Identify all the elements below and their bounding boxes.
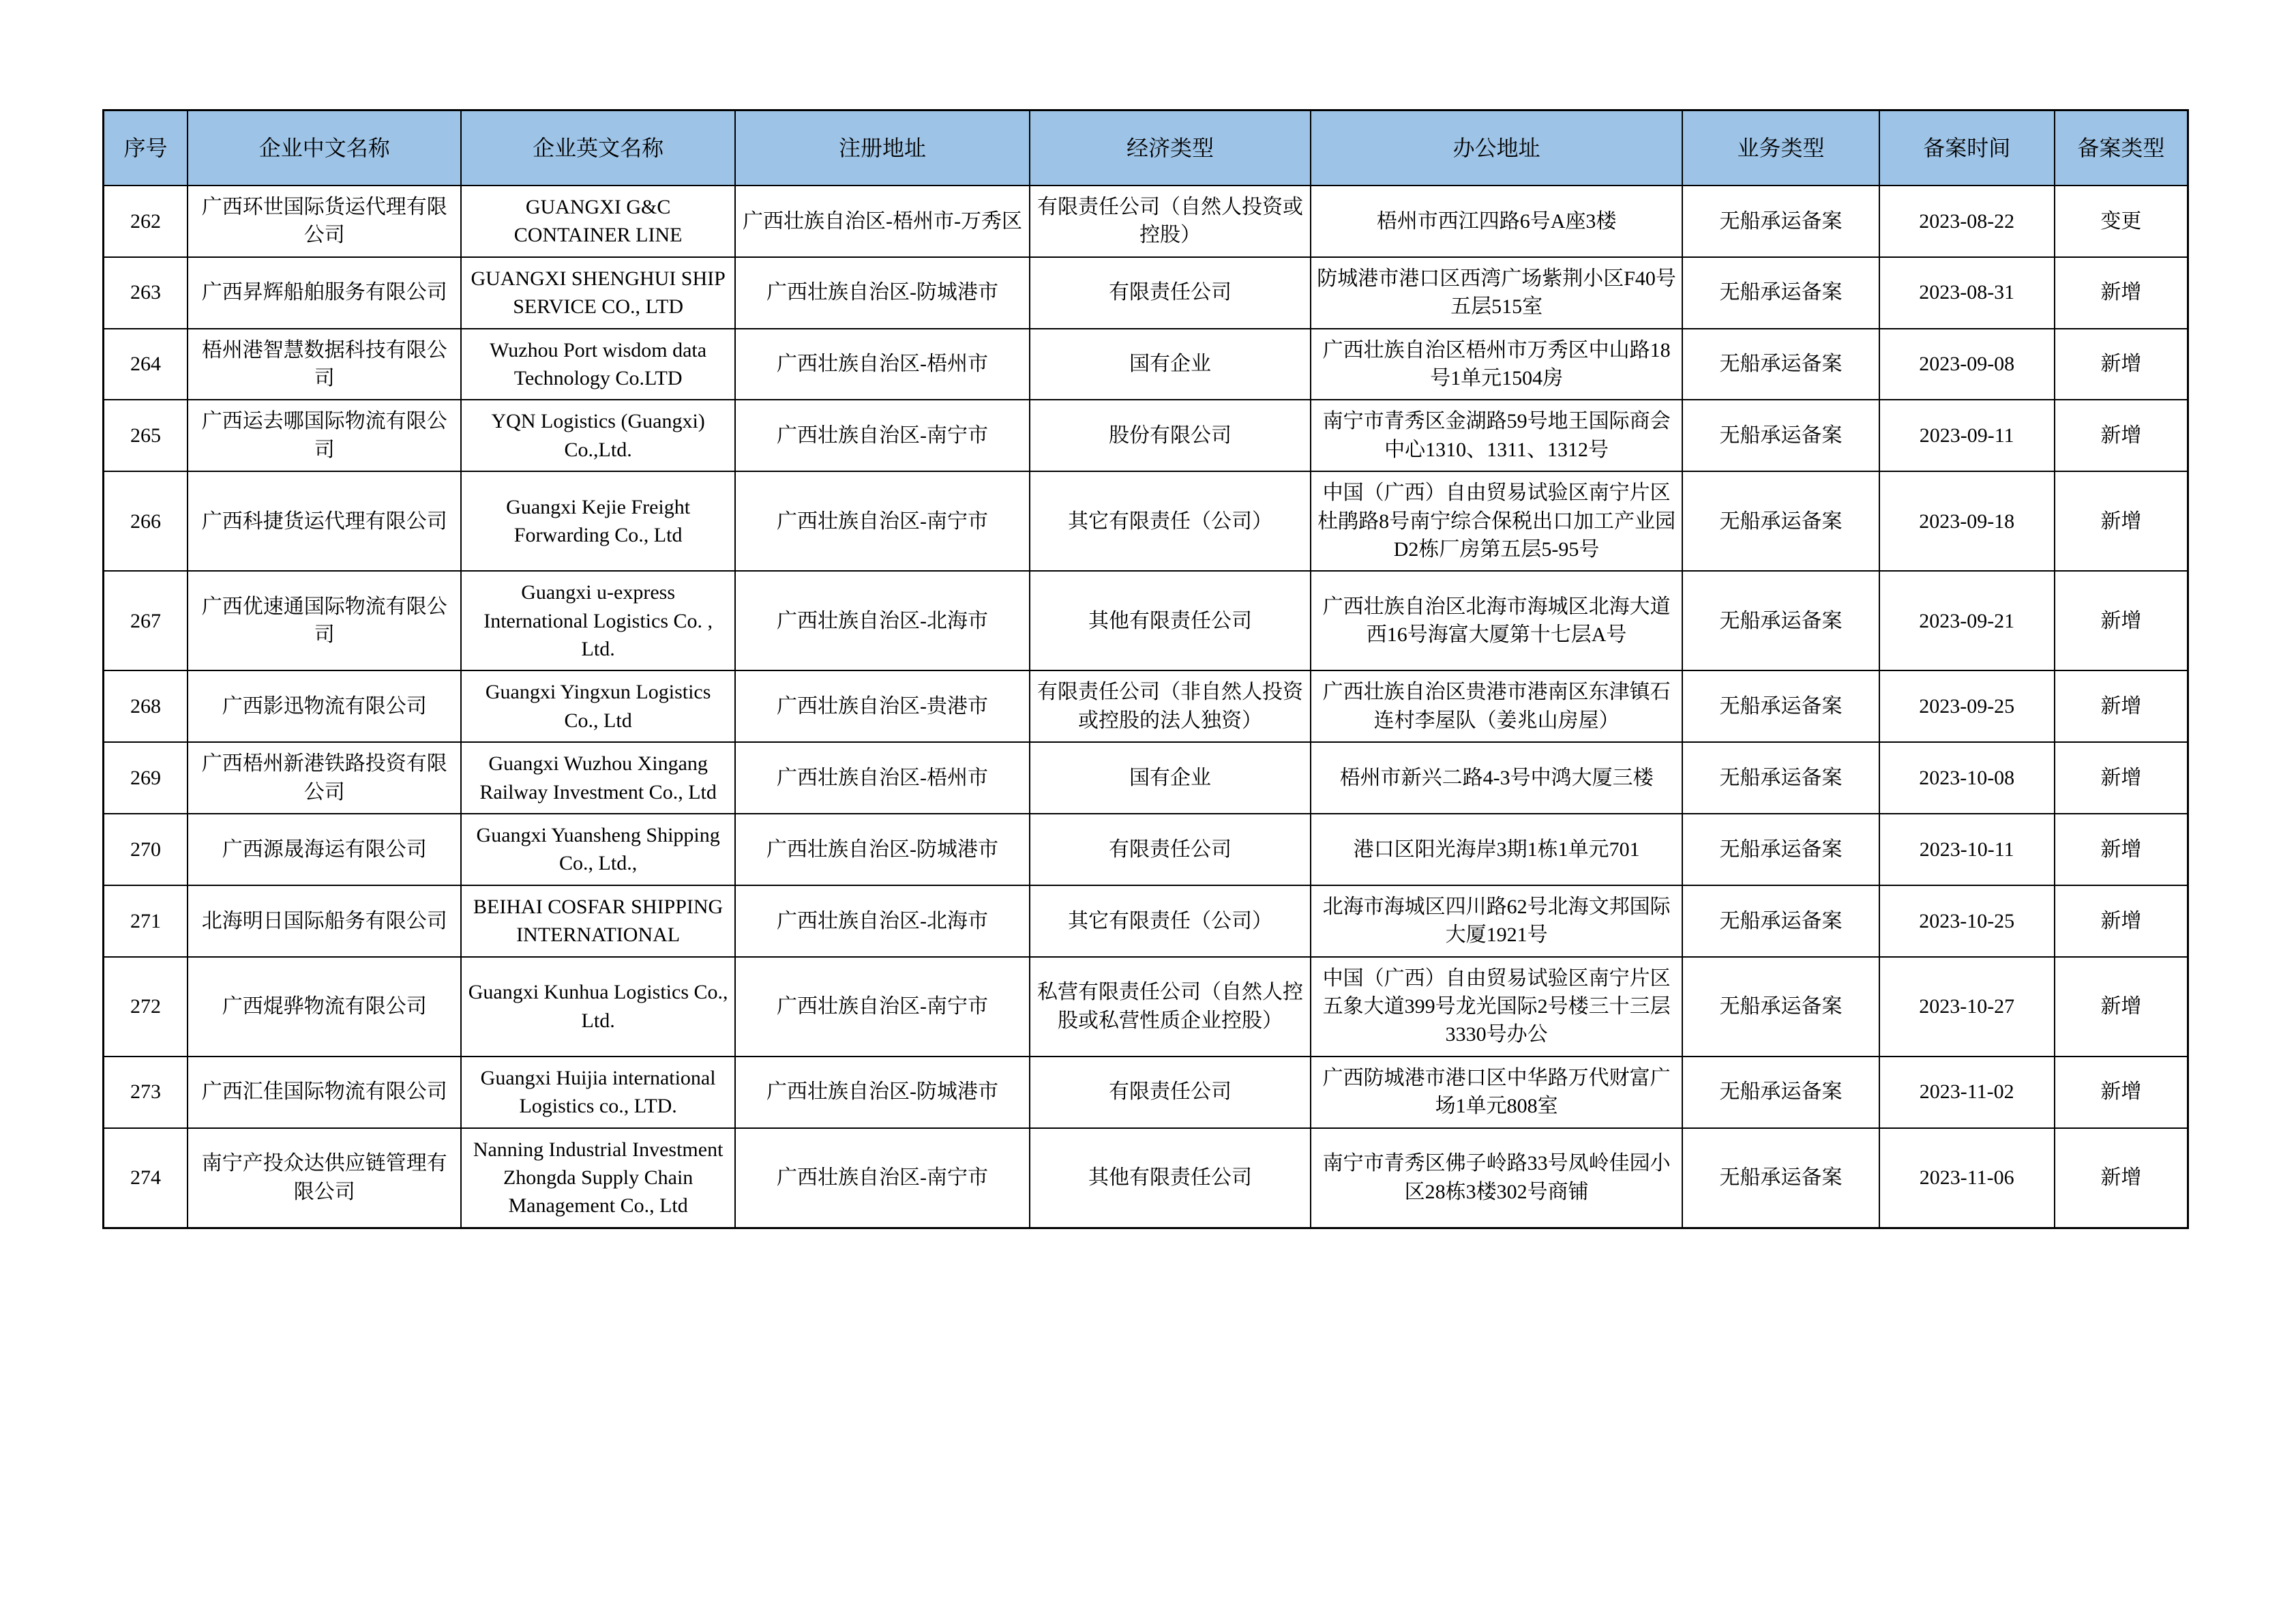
cell-en-name: Guangxi Kunhua Logistics Co., Ltd.: [461, 957, 734, 1057]
cell-en-name: Wuzhou Port wisdom data Technology Co.LTD: [461, 329, 734, 400]
cell-en-name: Guangxi Yuansheng Shipping Co., Ltd.,: [461, 814, 734, 885]
cell-record-type: 新增: [2055, 400, 2188, 471]
cell-record-date: 2023-08-31: [1879, 257, 2055, 329]
cell-office-address: 梧州市新兴二路4-3号中鸿大厦三楼: [1311, 742, 1683, 814]
cell-cn-name: 广西影迅物流有限公司: [188, 670, 461, 742]
cell-record-type: 新增: [2055, 471, 2188, 571]
table-row: [104, 400, 2188, 471]
cell-record-type: 新增: [2055, 571, 2188, 670]
table-row: [104, 885, 2188, 957]
column-header-office-address: 办公地址: [1311, 110, 1683, 186]
cell-office-address: 南宁市青秀区佛子岭路33号凤岭佳园小区28栋3楼302号商铺: [1311, 1128, 1683, 1228]
cell-reg-address: 广西壮族自治区-北海市: [735, 571, 1030, 670]
cell-record-type: 新增: [2055, 1057, 2188, 1128]
cell-econ-type: 其它有限责任（公司）: [1030, 471, 1311, 571]
cell-record-date: 2023-09-08: [1879, 329, 2055, 400]
cell-seq: 272: [104, 957, 188, 1057]
cell-cn-name: 广西环世国际货运代理有限公司: [188, 186, 461, 257]
table-header-row: [104, 110, 2188, 186]
cell-biz-type: 无船承运备案: [1682, 400, 1879, 471]
cell-cn-name: 广西科捷货运代理有限公司: [188, 471, 461, 571]
cell-reg-address: 广西壮族自治区-梧州市-万秀区: [735, 186, 1030, 257]
registration-table: [102, 109, 2189, 1229]
column-header-biz-type: 业务类型: [1682, 110, 1879, 186]
cell-en-name: GUANGXI SHENGHUI SHIP SERVICE CO., LTD: [461, 257, 734, 329]
cell-cn-name: 广西昇辉船舶服务有限公司: [188, 257, 461, 329]
table-row: [104, 571, 2188, 670]
cell-seq: 269: [104, 742, 188, 814]
cell-reg-address: 广西壮族自治区-防城港市: [735, 257, 1030, 329]
cell-record-type: 新增: [2055, 1128, 2188, 1228]
cell-cn-name: 广西焜骅物流有限公司: [188, 957, 461, 1057]
cell-reg-address: 广西壮族自治区-南宁市: [735, 400, 1030, 471]
cell-biz-type: 无船承运备案: [1682, 571, 1879, 670]
cell-econ-type: 有限责任公司: [1030, 257, 1311, 329]
cell-reg-address: 广西壮族自治区-梧州市: [735, 742, 1030, 814]
cell-econ-type: 其他有限责任公司: [1030, 571, 1311, 670]
cell-reg-address: 广西壮族自治区-北海市: [735, 885, 1030, 957]
cell-office-address: 广西防城港市港口区中华路万代财富广场1单元808室: [1311, 1057, 1683, 1128]
column-header-econ-type: 经济类型: [1030, 110, 1311, 186]
table-row: [104, 186, 2188, 257]
cell-record-date: 2023-11-02: [1879, 1057, 2055, 1128]
cell-econ-type: 国有企业: [1030, 329, 1311, 400]
cell-en-name: BEIHAI COSFAR SHIPPING INTERNATIONAL: [461, 885, 734, 957]
cell-cn-name: 广西梧州新港铁路投资有限公司: [188, 742, 461, 814]
cell-record-type: 新增: [2055, 885, 2188, 957]
cell-biz-type: 无船承运备案: [1682, 329, 1879, 400]
column-header-record-date: 备案时间: [1879, 110, 2055, 186]
cell-en-name: Nanning Industrial Investment Zhongda Supply Chain Management Co., Ltd: [461, 1128, 734, 1228]
cell-seq: 264: [104, 329, 188, 400]
cell-record-date: 2023-10-25: [1879, 885, 2055, 957]
cell-office-address: 梧州市西江四路6号A座3楼: [1311, 186, 1683, 257]
table-row: [104, 1057, 2188, 1128]
cell-office-address: 北海市海城区四川路62号北海文邦国际大厦1921号: [1311, 885, 1683, 957]
cell-cn-name: 广西汇佳国际物流有限公司: [188, 1057, 461, 1128]
cell-en-name: YQN Logistics (Guangxi) Co.,Ltd.: [461, 400, 734, 471]
cell-record-date: 2023-11-06: [1879, 1128, 2055, 1228]
cell-cn-name: 南宁产投众达供应链管理有限公司: [188, 1128, 461, 1228]
cell-en-name: Guangxi Huijia international Logistics co., LTD.: [461, 1057, 734, 1128]
cell-biz-type: 无船承运备案: [1682, 814, 1879, 885]
cell-econ-type: 有限责任公司: [1030, 1057, 1311, 1128]
cell-seq: 268: [104, 670, 188, 742]
cell-seq: 266: [104, 471, 188, 571]
cell-en-name: Guangxi Kejie Freight Forwarding Co., Ltd: [461, 471, 734, 571]
cell-record-type: 新增: [2055, 957, 2188, 1057]
table-row: [104, 670, 2188, 742]
cell-record-date: 2023-09-18: [1879, 471, 2055, 571]
cell-biz-type: 无船承运备案: [1682, 670, 1879, 742]
cell-econ-type: 私营有限责任公司（自然人控股或私营性质企业控股）: [1030, 957, 1311, 1057]
cell-record-date: 2023-08-22: [1879, 186, 2055, 257]
cell-record-date: 2023-10-27: [1879, 957, 2055, 1057]
cell-biz-type: 无船承运备案: [1682, 1057, 1879, 1128]
cell-econ-type: 有限责任公司（非自然人投资或控股的法人独资）: [1030, 670, 1311, 742]
cell-record-date: 2023-09-25: [1879, 670, 2055, 742]
table-row: [104, 957, 2188, 1057]
cell-office-address: 南宁市青秀区金湖路59号地王国际商会中心1310、1311、1312号: [1311, 400, 1683, 471]
cell-reg-address: 广西壮族自治区-防城港市: [735, 1057, 1030, 1128]
column-header-reg-address: 注册地址: [735, 110, 1030, 186]
cell-record-type: 新增: [2055, 329, 2188, 400]
table-header: [104, 110, 2188, 186]
cell-econ-type: 股份有限公司: [1030, 400, 1311, 471]
cell-biz-type: 无船承运备案: [1682, 186, 1879, 257]
cell-office-address: 广西壮族自治区梧州市万秀区中山路18号1单元1504房: [1311, 329, 1683, 400]
cell-econ-type: 其他有限责任公司: [1030, 1128, 1311, 1228]
cell-econ-type: 其它有限责任（公司）: [1030, 885, 1311, 957]
cell-econ-type: 国有企业: [1030, 742, 1311, 814]
cell-seq: 270: [104, 814, 188, 885]
cell-reg-address: 广西壮族自治区-南宁市: [735, 1128, 1030, 1228]
cell-cn-name: 梧州港智慧数据科技有限公司: [188, 329, 461, 400]
cell-office-address: 防城港市港口区西湾广场紫荆小区F40号五层515室: [1311, 257, 1683, 329]
cell-en-name: Guangxi u-express International Logistics Co. , Ltd.: [461, 571, 734, 670]
cell-seq: 267: [104, 571, 188, 670]
table-row: [104, 257, 2188, 329]
table-row: [104, 1128, 2188, 1228]
cell-reg-address: 广西壮族自治区-南宁市: [735, 957, 1030, 1057]
cell-office-address: 中国（广西）自由贸易试验区南宁片区五象大道399号龙光国际2号楼三十三层3330号办公: [1311, 957, 1683, 1057]
cell-seq: 262: [104, 186, 188, 257]
cell-biz-type: 无船承运备案: [1682, 957, 1879, 1057]
cell-biz-type: 无船承运备案: [1682, 885, 1879, 957]
cell-reg-address: 广西壮族自治区-南宁市: [735, 471, 1030, 571]
cell-office-address: 港口区阳光海岸3期1栋1单元701: [1311, 814, 1683, 885]
cell-office-address: 广西壮族自治区贵港市港南区东津镇石连村李屋队（姜兆山房屋）: [1311, 670, 1683, 742]
cell-seq: 263: [104, 257, 188, 329]
cell-record-date: 2023-10-08: [1879, 742, 2055, 814]
cell-seq: 271: [104, 885, 188, 957]
cell-reg-address: 广西壮族自治区-梧州市: [735, 329, 1030, 400]
cell-record-type: 新增: [2055, 814, 2188, 885]
cell-cn-name: 广西优速通国际物流有限公司: [188, 571, 461, 670]
cell-reg-address: 广西壮族自治区-防城港市: [735, 814, 1030, 885]
cell-cn-name: 广西运去哪国际物流有限公司: [188, 400, 461, 471]
cell-econ-type: 有限责任公司: [1030, 814, 1311, 885]
cell-record-date: 2023-09-21: [1879, 571, 2055, 670]
cell-seq: 273: [104, 1057, 188, 1128]
table-body: [104, 186, 2188, 1228]
cell-biz-type: 无船承运备案: [1682, 1128, 1879, 1228]
cell-en-name: Guangxi Yingxun Logistics Co., Ltd: [461, 670, 734, 742]
cell-en-name: GUANGXI G&C CONTAINER LINE: [461, 186, 734, 257]
table-row: [104, 814, 2188, 885]
cell-biz-type: 无船承运备案: [1682, 742, 1879, 814]
cell-en-name: Guangxi Wuzhou Xingang Railway Investment Co., Ltd: [461, 742, 734, 814]
table-row: [104, 471, 2188, 571]
cell-seq: 274: [104, 1128, 188, 1228]
cell-office-address: 中国（广西）自由贸易试验区南宁片区杜鹃路8号南宁综合保税出口加工产业园D2栋厂房第五层5-95号: [1311, 471, 1683, 571]
table-row: [104, 329, 2188, 400]
cell-record-date: 2023-09-11: [1879, 400, 2055, 471]
cell-record-type: 新增: [2055, 257, 2188, 329]
cell-econ-type: 有限责任公司（自然人投资或控股）: [1030, 186, 1311, 257]
column-header-en-name: 企业英文名称: [461, 110, 734, 186]
cell-record-date: 2023-10-11: [1879, 814, 2055, 885]
cell-cn-name: 广西源晟海运有限公司: [188, 814, 461, 885]
cell-cn-name: 北海明日国际船务有限公司: [188, 885, 461, 957]
cell-biz-type: 无船承运备案: [1682, 257, 1879, 329]
cell-seq: 265: [104, 400, 188, 471]
cell-record-type: 新增: [2055, 670, 2188, 742]
cell-office-address: 广西壮族自治区北海市海城区北海大道西16号海富大厦第十七层A号: [1311, 571, 1683, 670]
column-header-seq: 序号: [104, 110, 188, 186]
column-header-record-type: 备案类型: [2055, 110, 2188, 186]
cell-record-type: 变更: [2055, 186, 2188, 257]
cell-biz-type: 无船承运备案: [1682, 471, 1879, 571]
cell-reg-address: 广西壮族自治区-贵港市: [735, 670, 1030, 742]
table-row: [104, 742, 2188, 814]
cell-record-type: 新增: [2055, 742, 2188, 814]
column-header-cn-name: 企业中文名称: [188, 110, 461, 186]
